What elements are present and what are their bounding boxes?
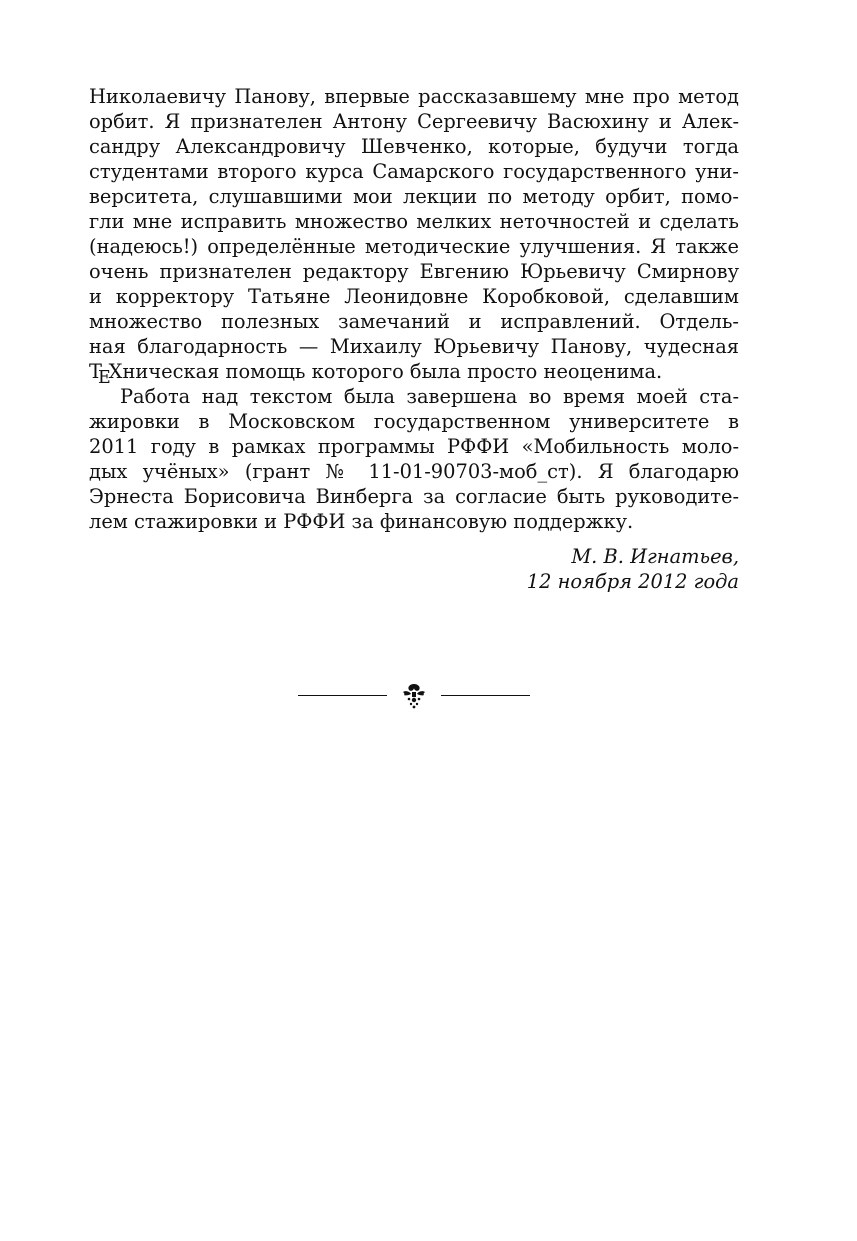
divider-rule-right	[441, 695, 530, 696]
text-line: очень признателен редактору Евгению Юрьевичу Смирнову	[89, 260, 739, 283]
tex-logo	[89, 360, 111, 388]
text-line: студентами второго курса Самарского государственного уни-	[89, 160, 739, 183]
signature-author: М. В. Игнатьев,	[571, 545, 739, 568]
text-line: множество полезных замечаний и исправлений. Отдель-	[89, 310, 739, 333]
text-line: (надеюсь!) определённые методические улучшения. Я также	[89, 235, 739, 258]
text-line: гли мне исправить множество мелких неточностей и сделать	[89, 210, 739, 233]
text-line: жировки в Московском государственном университете в	[89, 410, 739, 433]
signature	[89, 544, 739, 594]
paragraph-2	[89, 384, 739, 534]
tex-logo-e: E	[97, 368, 111, 388]
signature-date: 12 ноября 2012 года	[526, 570, 739, 593]
text-line: 2011 году в рамках программы РФФИ «Мобильность моло-	[89, 435, 739, 458]
text-line: лем стажировки и РФФИ за финансовую поддержку.	[89, 510, 634, 533]
text-block	[89, 84, 739, 594]
text-line: и корректору Татьяне Леонидовне Коробковой, сделавшим	[89, 285, 739, 308]
text-line: ная благодарность — Михаилу Юрьевичу Панову, чудесная	[89, 335, 739, 358]
flourish-icon	[399, 680, 429, 710]
text-line: орбит. Я признателен Антону Сергеевичу Васюхину и Алек-	[89, 110, 739, 133]
text-line: сандру Александровичу Шевченко, которые, будучи тогда	[89, 135, 739, 158]
paragraph-1	[89, 84, 739, 388]
text-line: Работа над текстом была завершена во время моей ста-	[120, 385, 739, 408]
text-line: Николаевичу Панову, впервые рассказавшему мне про метод	[89, 85, 739, 108]
text-line: дых учёных» (грант № 11-01-90703-моб_ст). Я благодарю	[89, 460, 739, 483]
text-line-rest: Xническая помощь которого была просто неоценима.	[108, 360, 663, 383]
text-line: Эрнеста Борисовича Винберга за согласие быть руководите-	[89, 485, 739, 508]
divider-rule-left	[298, 695, 387, 696]
text-line	[89, 359, 739, 388]
tex-logo-t: T	[89, 360, 102, 383]
text-line: верситета, слушавшими мои лекции по методу орбит, помо-	[89, 185, 739, 208]
ornament-divider	[298, 680, 530, 710]
